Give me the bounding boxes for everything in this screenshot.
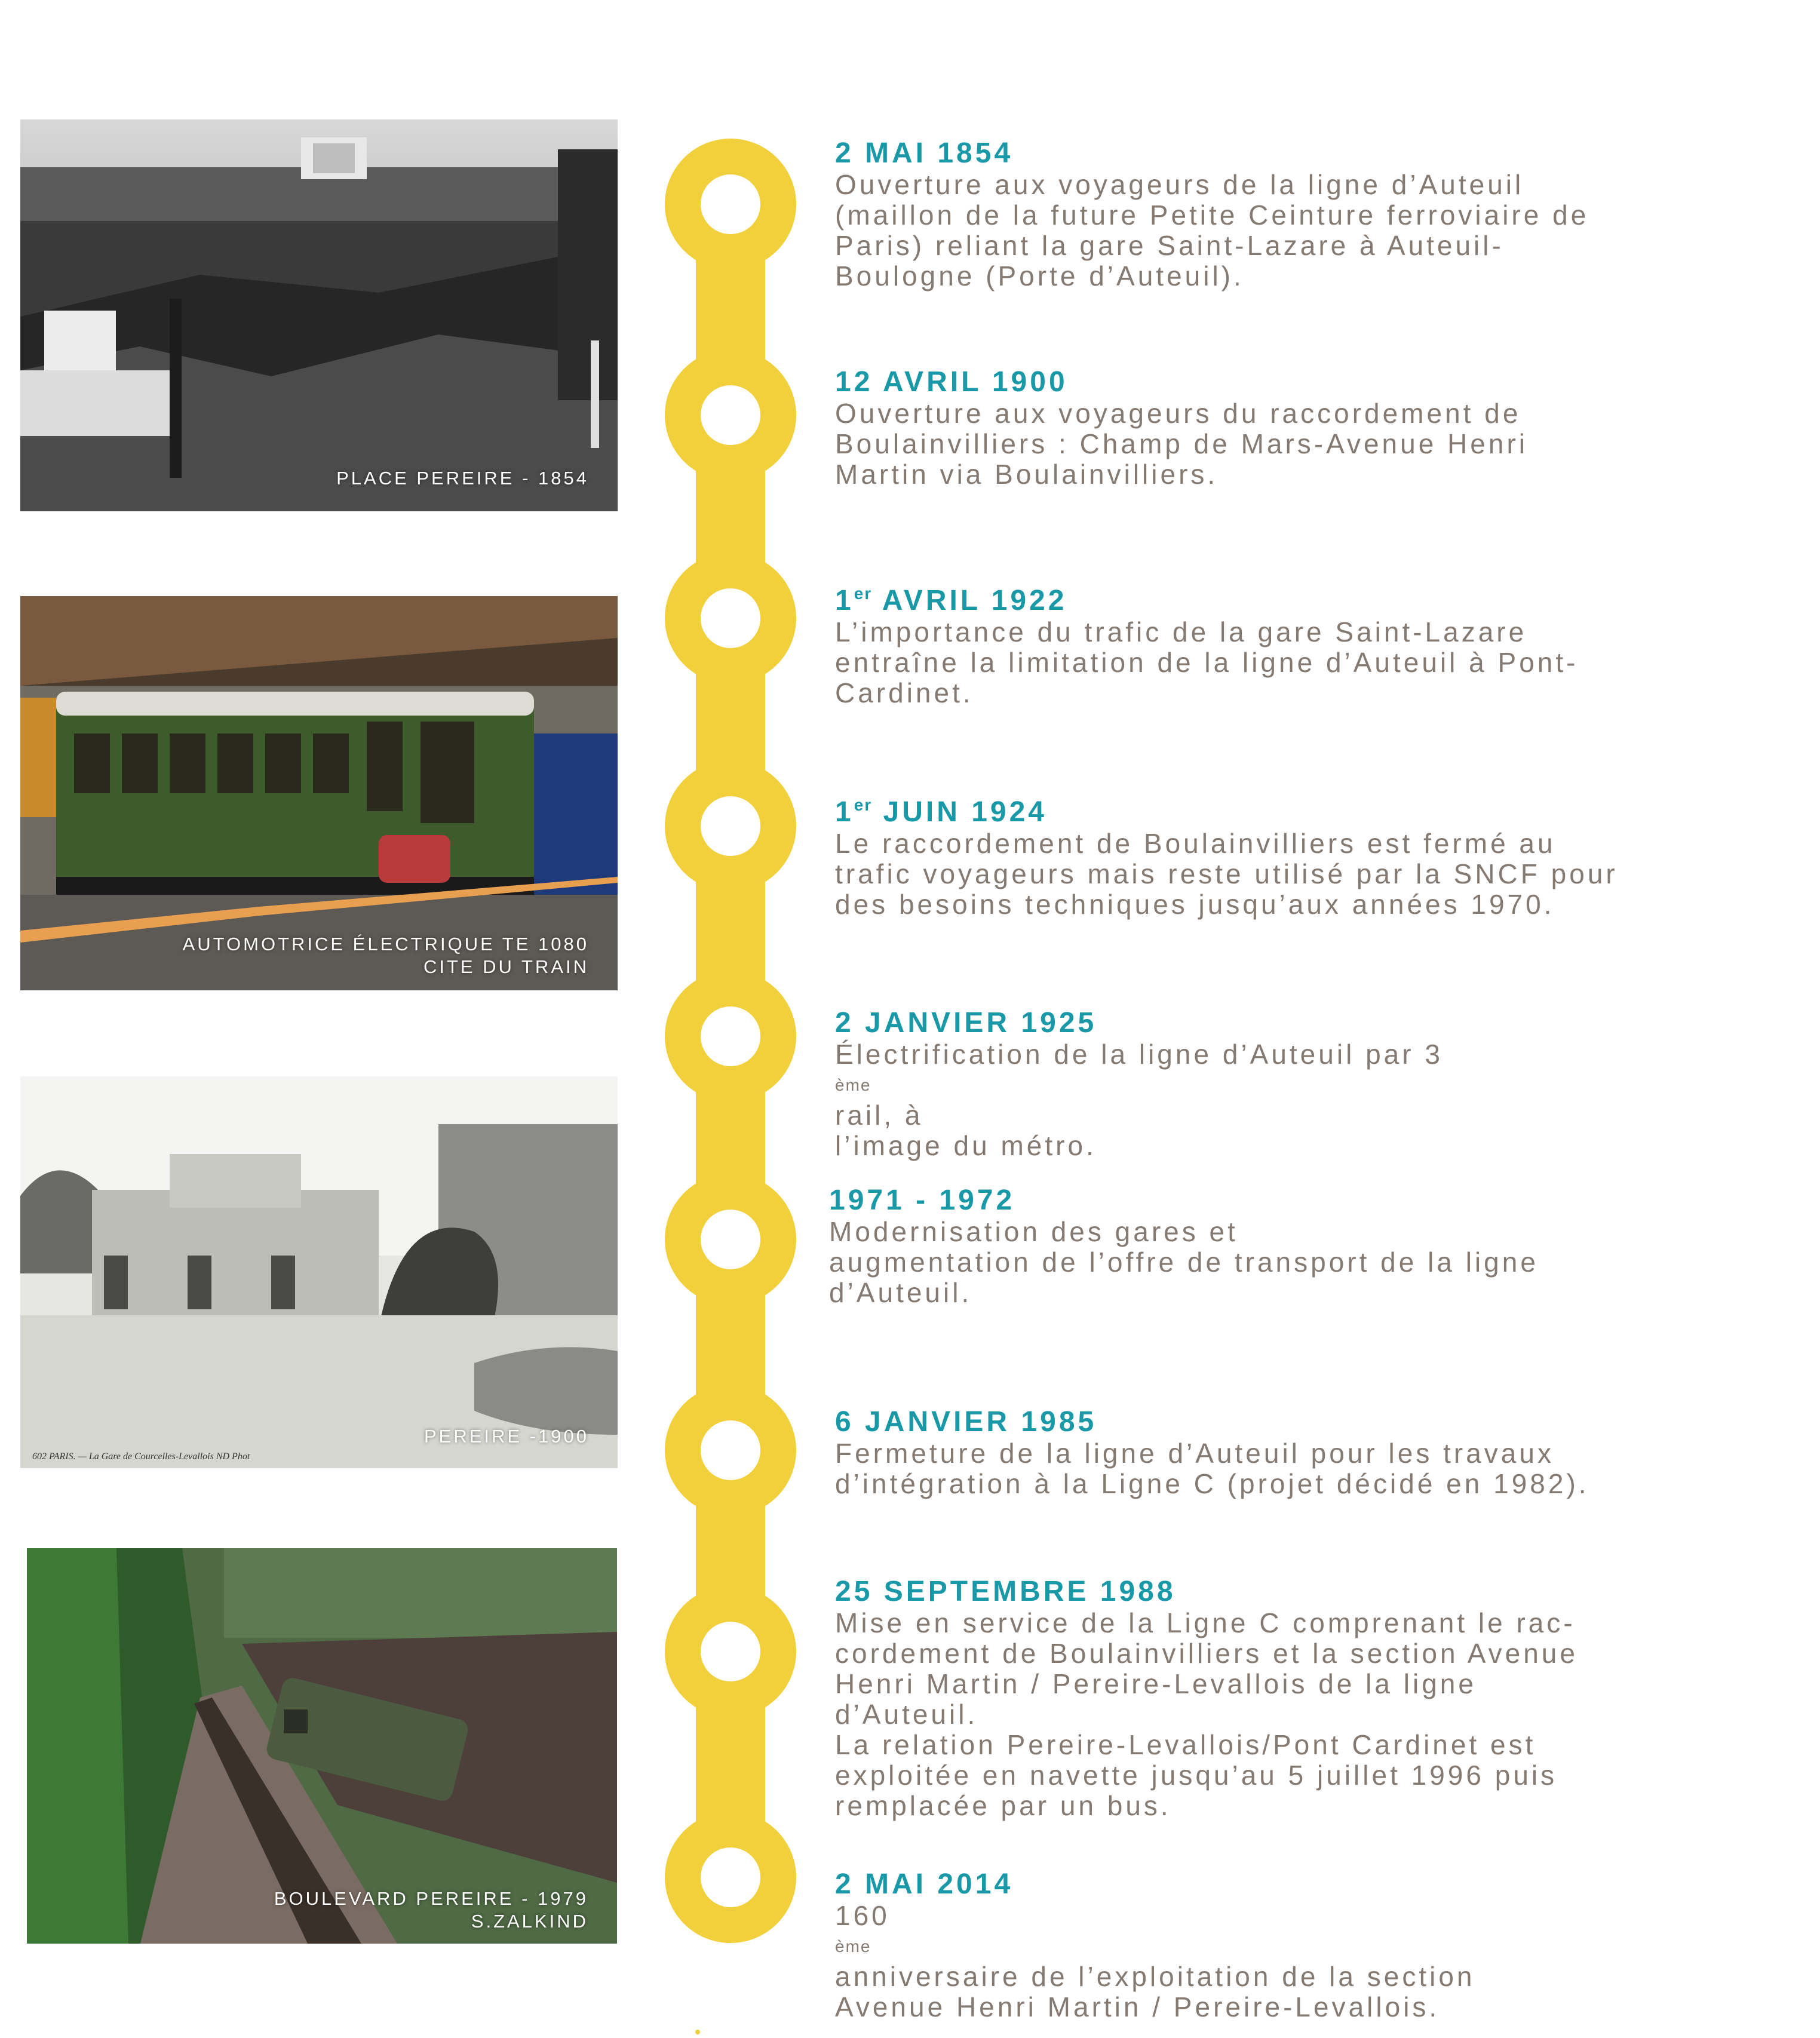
photo-caption: PLACE PEREIRE - 1854	[336, 468, 589, 489]
timeline-node	[665, 1385, 796, 1516]
photo-pereire-1900	[20, 1076, 618, 1468]
timeline-node	[665, 1812, 796, 1943]
timeline-event	[835, 578, 1803, 708]
timeline-node	[665, 553, 796, 684]
photo-automotrice-te-1080	[20, 596, 618, 990]
timeline-node	[665, 139, 796, 270]
event-description: Électrification de la ligne d’Auteuil par 3 ème rail, à l’image du métro.	[835, 1039, 1443, 1161]
event-description: Mise en service de la Ligne C comprenant le rac- cordement de Boulainvilliers et la section Avenue Henri Martin / Pereire-Levallois de la ligne d’Auteuil. La relation Pereire-Levallois/Pont Cardinet est exploitée en navette jusqu’au 5 juillet 1996 puis remplacée par un bus.	[835, 1607, 1578, 1821]
photo-caption: PEREIRE -1900	[424, 1426, 589, 1447]
event-description: Modernisation des gares et augmentation de l’offre de transport de la ligne d’Auteuil.	[829, 1216, 1539, 1308]
black-and-white-photo-icon	[20, 119, 618, 511]
event-date: 2 JANVIER 1925	[835, 1007, 1097, 1039]
timeline-node	[665, 760, 796, 892]
event-date: 2 MAI 1854	[835, 137, 1014, 169]
event-description: Fermeture de la ligne d’Auteuil pour les travaux d’intégration à la Ligne C (projet décidé en 1982).	[835, 1438, 1589, 1499]
color-photo-icon	[27, 1548, 617, 1944]
timeline-event	[835, 789, 1803, 920]
timeline-event	[835, 1007, 1803, 1161]
photo-boulevard-pereire-1979	[27, 1548, 617, 1944]
event-date: 12 AVRIL 1900	[835, 366, 1068, 398]
event-date: 1971 - 1972	[829, 1184, 1015, 1216]
event-date: 25 SEPTEMBRE 1988	[835, 1576, 1176, 1607]
timeline-event	[835, 366, 1803, 490]
event-date: 6 JANVIER 1985	[835, 1406, 1097, 1438]
timeline-event	[835, 137, 1803, 291]
photo-place-pereire-1854	[20, 119, 618, 511]
event-description: Ouverture aux voyageurs de la ligne d’Auteuil (maillon de la future Petite Ceinture ferroviaire de Paris) reliant la gare Saint-Lazare à Auteuil- Boulogne (Porte d’Auteuil).	[835, 169, 1589, 291]
timeline-event	[835, 1868, 1803, 2022]
event-description: 160 ème anniversaire de l’exploitation de la section Avenue Henri Martin / Pereire-Levallois.	[835, 1900, 1475, 2022]
postcard-photo-icon	[20, 1076, 618, 1468]
timeline-event	[835, 1406, 1803, 1499]
event-date: 2 MAI 2014	[835, 1868, 1014, 1900]
timeline-node	[665, 971, 796, 1102]
postcard-footer: 602 PARIS. — La Gare de Courcelles-Levallois ND Phot	[32, 1451, 250, 1462]
photo-caption: BOULEVARD PEREIRE - 1979 S.ZALKIND	[274, 1888, 588, 1932]
event-description: Le raccordement de Boulainvilliers est fermé au trafic voyageurs mais reste utilisé par la SNCF pour des besoins techniques jusqu’aux années 1970.	[835, 828, 1618, 920]
timeline-event	[829, 1184, 1797, 1308]
event-date: 1er JUIN 1924	[835, 796, 1047, 828]
timeline-event	[835, 1576, 1803, 1821]
timeline-end-dot	[695, 2030, 700, 2034]
event-description: L’importance du trafic de la gare Saint-Lazare entraîne la limitation de la ligne d’Auteuil à Pont- Cardinet.	[835, 616, 1579, 708]
color-photo-icon	[20, 596, 618, 990]
photo-caption: AUTOMOTRICE ÉLECTRIQUE TE 1080 CITE DU TRAIN	[182, 934, 589, 977]
event-date: 1er AVRIL 1922	[835, 584, 1067, 616]
event-description: Ouverture aux voyageurs du raccordement de Boulainvilliers : Champ de Mars-Avenue Henri Martin via Boulainvilliers.	[835, 398, 1529, 490]
timeline-node	[665, 1174, 796, 1305]
timeline-node	[665, 349, 796, 481]
timeline-node	[665, 1586, 796, 1717]
